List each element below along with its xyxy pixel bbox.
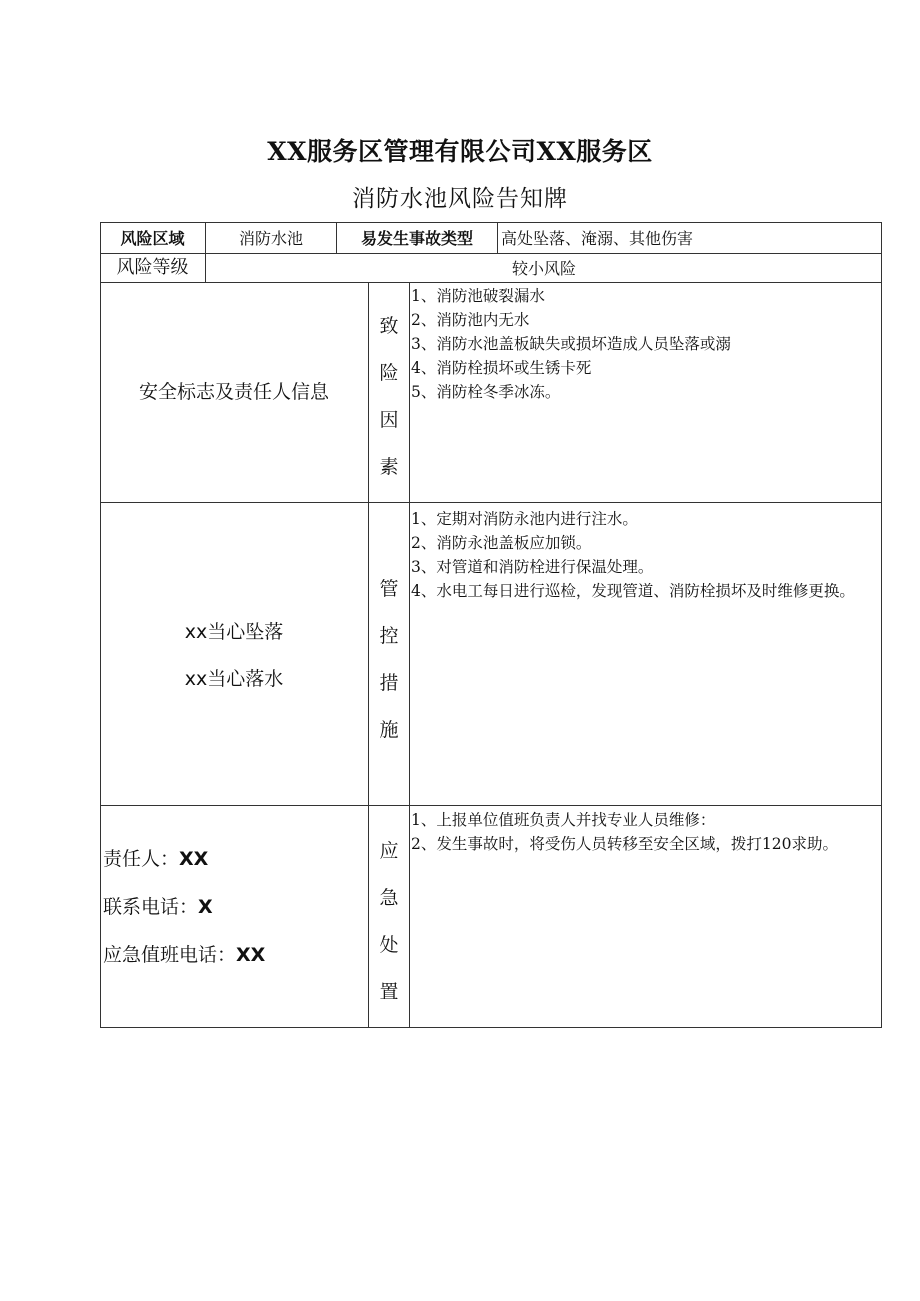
page-subtitle: 消防水池风险告知牌 xyxy=(352,186,568,212)
control-measures-list xyxy=(411,507,873,603)
row-divider xyxy=(100,253,882,254)
vertical-char: 管 xyxy=(379,578,399,600)
vertical-char: 急 xyxy=(379,887,399,909)
risk-area-value: 消防水池 xyxy=(238,229,303,248)
emergency-response-list xyxy=(411,808,873,856)
vertical-char: 施 xyxy=(379,719,399,741)
list-item: 5、消防栓冬季冰冻。 xyxy=(411,383,561,401)
contact-label: 联系电话： xyxy=(103,896,199,918)
vertical-char: 险 xyxy=(379,362,399,384)
warning-sign-water: xx当心落水 xyxy=(184,668,284,690)
emergency-duty-phone xyxy=(103,943,368,967)
col-divider xyxy=(409,282,410,1028)
vertical-char: 措 xyxy=(379,672,399,694)
list-item: 4、水电工每日进行巡检，发现管道、消防栓损坏及时维修更换。 xyxy=(411,582,855,600)
list-item: 2、消防池内无水 xyxy=(411,311,530,329)
risk-level-label: 风险等级 xyxy=(116,257,189,278)
list-item: 2、消防永池盖板应加锁。 xyxy=(411,534,592,552)
vertical-char: 素 xyxy=(379,456,399,478)
contact-value: XX xyxy=(179,848,209,870)
vertical-char: 置 xyxy=(379,981,399,1003)
list-item: 4、消防栓损坏或生锈卡死 xyxy=(411,359,592,377)
col-divider xyxy=(497,222,498,254)
risk-factors-list xyxy=(411,284,879,404)
accident-type-value: 高处坠落、淹溺、其他伤害 xyxy=(501,229,694,248)
safety-sign-info-label: 安全标志及责任人信息 xyxy=(138,381,329,403)
list-item: 1、上报单位值班负责人并找专业人员维修： xyxy=(411,811,716,829)
accident-type-label: 易发生事故类型 xyxy=(360,229,473,248)
contact-value: XX xyxy=(236,944,266,966)
list-item: 2、发生事故时，将受伤人员转移至安全区域，拨打120求助。 xyxy=(411,835,838,853)
page-title: XX服务区管理有限公司XX服务区 xyxy=(267,137,653,166)
contact-label: 责任人： xyxy=(103,848,180,870)
risk-area-label: 风险区域 xyxy=(120,229,185,248)
contact-value: X xyxy=(198,896,213,918)
list-item: 1、定期对消防永池内进行注水。 xyxy=(411,510,638,528)
risk-level-value: 较小风险 xyxy=(511,259,576,278)
responsible-person xyxy=(103,847,368,871)
vertical-char: 应 xyxy=(379,840,399,862)
vertical-char: 致 xyxy=(379,315,399,337)
row-divider xyxy=(100,805,882,806)
list-item: 3、对管道和消防栓进行保温处理。 xyxy=(411,558,654,576)
list-item: 1、消防池破裂漏水 xyxy=(411,287,545,305)
warning-sign-fall: xx当心坠落 xyxy=(184,621,284,643)
list-item: 3、消防水池盖板缺失或损坏造成人员坠落或溺 xyxy=(411,335,731,353)
row-divider xyxy=(100,282,882,283)
contact-phone xyxy=(103,895,368,919)
row-divider xyxy=(100,502,882,503)
vertical-char: 控 xyxy=(379,625,399,647)
vertical-char: 因 xyxy=(379,409,399,431)
vertical-char: 处 xyxy=(379,934,399,956)
contact-label: 应急值班电话： xyxy=(103,944,237,966)
